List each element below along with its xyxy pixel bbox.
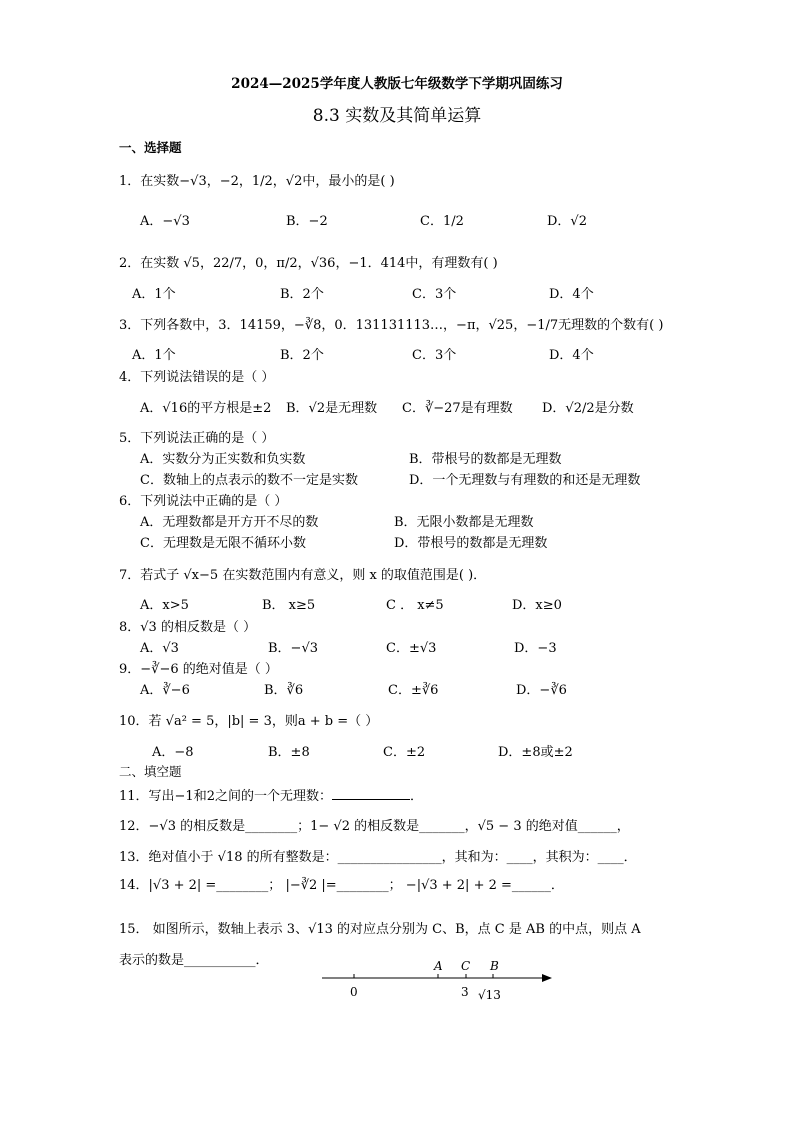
question-6-stem: 6．下列说法中正确的是（ ）	[119, 494, 288, 509]
question-3-option-a: A．1个	[132, 348, 176, 363]
question-2-option-b: B．2个	[280, 287, 324, 302]
question-12: 12．−√3 的相反数是________；1− √2 的相反数是_______，√5 − 3 的绝对值______，	[119, 819, 630, 834]
question-7-option-b: B． x≥5	[262, 598, 316, 613]
number-line-arrow-icon	[542, 974, 552, 982]
question-7-option-d: D．x≥0	[512, 598, 562, 613]
question-9-option-b: B．∛6	[264, 683, 304, 698]
question-10-option-c: C．±2	[383, 745, 426, 760]
question-5-option-c: C．数轴上的点表示的数不一定是实数	[140, 473, 358, 488]
label-point-b: B	[490, 959, 499, 973]
label-zero: 0	[350, 985, 358, 999]
question-9-stem: 9．−∛−6 的绝对值是（ ）	[119, 662, 278, 677]
page-title: 2024—2025学年度人教版七年级数学下学期巩固练习	[231, 76, 563, 92]
question-1-option-c: C．1/2	[420, 214, 464, 229]
question-10-stem: 10．若 √a² = 5，|b| = 3，则a + b =（ ）	[119, 714, 379, 729]
question-9-option-c: C．±∛6	[388, 683, 439, 698]
question-5-stem: 5．下列说法正确的是（ ）	[119, 431, 275, 446]
question-4-option-c: C．∛−27是有理数	[402, 401, 513, 416]
question-4-option-b: B．√2是无理数	[286, 401, 378, 416]
question-1-option-d: D．√2	[547, 214, 587, 229]
question-1-option-b: B．−2	[286, 214, 328, 229]
question-9-option-a: A．∛−6	[140, 683, 190, 698]
question-6-option-b: B．无限小数都是无理数	[394, 515, 534, 530]
question-2-option-d: D．4个	[549, 287, 594, 302]
page-subtitle: 8.3 实数及其简单运算	[312, 106, 482, 126]
question-4-option-d: D．√2/2是分数	[542, 401, 634, 416]
question-2-stem: 2．在实数 √5，22/7，0，π/2，√36，−1．414中，有理数有( )	[119, 256, 498, 271]
section-fill-heading: 二、填空题	[119, 764, 182, 779]
label-point-a: A	[434, 959, 443, 973]
question-5-option-d: D．一个无理数与有理数的和还是无理数	[409, 473, 641, 488]
question-13: 13．绝对值小于 √18 的所有整数是：________________，其和为：____，其积为：____．	[119, 850, 637, 865]
question-3-option-b: B．2个	[280, 348, 324, 363]
question-5-option-a: A．实数分为正实数和负实数	[140, 452, 306, 467]
question-1-stem: 1．在实数−√3，−2，1/2，√2中，最小的是( )	[119, 174, 395, 189]
question-11-stem: 11．写出−1和2之间的一个无理数：	[119, 789, 332, 804]
question-10-option-d: D．±8或±2	[498, 745, 573, 760]
question-8-option-a: A．√3	[140, 641, 179, 656]
question-15-line-1: 15． 如图所示，数轴上表示 3、√13 的对应点分别为 C、B，点 C 是 AB 的中点，则点 A	[119, 922, 641, 937]
question-10-option-b: B．±8	[268, 745, 310, 760]
number-line-figure	[318, 955, 558, 1005]
question-2-option-a: A．1个	[132, 287, 176, 302]
question-2-option-c: C．3个	[412, 287, 457, 302]
question-15-line-2: 表示的数是___________．	[119, 953, 269, 968]
label-sqrt13: √13	[478, 988, 501, 1002]
question-11: 11．写出−1和2之间的一个无理数： ．	[119, 786, 423, 805]
question-8-option-c: C．±√3	[386, 641, 437, 656]
question-10-option-a: A．−8	[152, 745, 194, 760]
question-6-option-c: C．无理数是无限不循环小数	[140, 536, 306, 551]
section-choice-heading: 一、选择题	[119, 140, 182, 155]
question-9-option-d: D．−∛6	[516, 683, 567, 698]
question-8-option-d: D．−3	[514, 641, 557, 656]
question-8-option-b: B．−√3	[268, 641, 319, 656]
question-4-option-a: A．√16的平方根是±2	[140, 401, 272, 416]
question-6-option-d: D．带根号的数都是无理数	[394, 536, 548, 551]
question-8-stem: 8．√3 的相反数是（ ）	[119, 620, 257, 635]
answer-blank	[332, 786, 410, 800]
question-4-stem: 4．下列说法错误的是（ ）	[119, 370, 275, 385]
question-3-option-d: D．4个	[549, 348, 594, 363]
question-5-option-b: B．带根号的数都是无理数	[409, 452, 562, 467]
question-1-option-a: A．−√3	[140, 214, 190, 229]
label-three: 3	[461, 985, 469, 999]
question-6-option-a: A．无理数都是开方开不尽的数	[140, 515, 319, 530]
question-7-option-c: C ． x≠5	[386, 598, 444, 613]
question-7-stem: 7．若式子 √x−5 在实数范围内有意义，则 x 的取值范围是( )．	[119, 568, 487, 583]
question-3-stem: 3．下列各数中，3．14159，−∛8，0．131131113…，−π，√25，−1/7无理数的个数有( )	[119, 318, 664, 333]
question-14: 14．|√3 + 2| =________； |−∛2 |=________； −|√3 + 2| + 2 =______．	[119, 878, 564, 893]
question-3-option-c: C．3个	[412, 348, 457, 363]
question-7-option-a: A．x>5	[140, 598, 189, 613]
label-point-c: C	[461, 959, 471, 973]
